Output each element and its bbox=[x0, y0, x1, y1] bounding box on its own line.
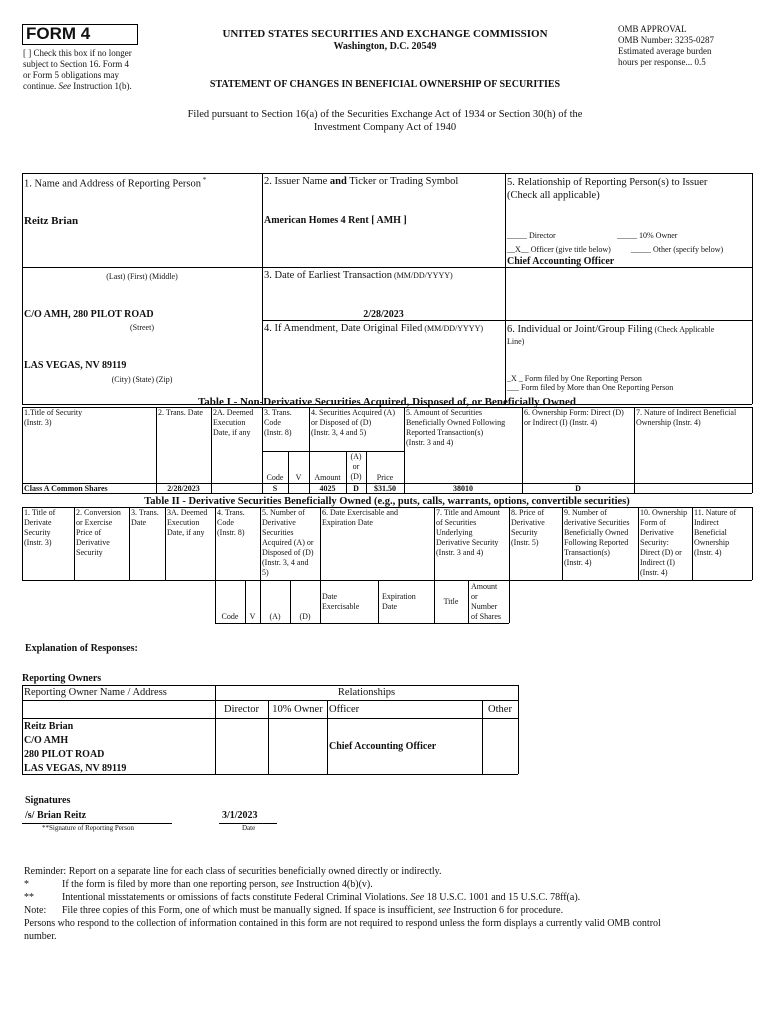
t2-col-number: 5. Number of Derivative Securities Acquired (A) or Disposed of (D) (Instr. 3, 4 and 5) bbox=[262, 508, 314, 577]
agency-name: UNITED STATES SECURITIES AND EXCHANGE COMMISSION bbox=[222, 28, 548, 40]
grid-line bbox=[22, 685, 518, 686]
owners-col-relationships: Relationships bbox=[337, 687, 396, 698]
filing-label: 6. Individual or Joint/Group Filing (Check Applicable Line) bbox=[507, 324, 715, 346]
agency-location: Washington, D.C. 20549 bbox=[333, 41, 437, 52]
signature-name: /s/ Brian Reitz bbox=[25, 810, 87, 821]
footer-reminder: Reminder: Report on a separate line for each class of securities beneficially owned directly or indirectly. bbox=[24, 866, 442, 877]
t1-col-acquired: 4. Securities Acquired (A) or Disposed of (D) (Instr. 3, 4 and 5) bbox=[311, 408, 395, 437]
t1-row-amount: 4025 bbox=[319, 484, 336, 493]
t1-sub-code: Code bbox=[266, 473, 284, 482]
grid-line bbox=[522, 407, 523, 493]
checkbox-note-line: or Form 5 obligations may bbox=[23, 70, 119, 80]
t1-row-ad: D bbox=[353, 484, 359, 493]
filed-line: Investment Company Act of 1940 bbox=[313, 122, 457, 133]
table-1-title: Table I - Non-Derivative Securities Acquired, Disposed of, or Beneficially Owned bbox=[197, 396, 577, 408]
filing-one-person[interactable]: _X _ Form filed by One Reporting Person bbox=[507, 374, 642, 383]
t2-sub-code: Code bbox=[221, 612, 239, 621]
t1-col-deemed: 2A. Deemed Execution Date, if any bbox=[213, 408, 254, 437]
grid-line bbox=[22, 173, 752, 174]
t2-sub-amount: Amount or Number of Shares bbox=[471, 582, 501, 621]
footer-star-2: ** Intentional misstatements or omissions of facts constitute Federal Criminal Violations. See 18 U.S.C. 1001 and 15 U.S.C. 78ff(a). bbox=[24, 892, 581, 903]
amendment-label: 4. If Amendment, Date Original Filed (MM/DD/YYYY) bbox=[264, 323, 484, 334]
grid-line bbox=[505, 173, 506, 404]
issuer-label: 2. Issuer Name and Ticker or Trading Symbol bbox=[264, 176, 459, 187]
omb-line: hours per response... 0.5 bbox=[618, 57, 706, 67]
omb-line: OMB APPROVAL bbox=[618, 24, 687, 34]
grid-line bbox=[320, 507, 321, 623]
t2-sub-expiration: Expiration Date bbox=[382, 592, 416, 611]
footer-star-1: * If the form is filed by more than one reporting person, see Instruction 4(b)(v). bbox=[24, 879, 373, 890]
city-value: LAS VEGAS, NV 89119 bbox=[24, 360, 127, 371]
owners-col-director: Director bbox=[224, 704, 259, 715]
relationship-label-line: (Check all applicable) bbox=[507, 190, 600, 201]
grid-line bbox=[22, 173, 23, 404]
omb-approval bbox=[618, 24, 714, 68]
omb-line: OMB Number: 3235-0287 bbox=[618, 35, 714, 45]
grid-line bbox=[562, 507, 563, 580]
owner-address-line: LAS VEGAS, NV 89119 bbox=[24, 763, 127, 774]
t1-row-code: S bbox=[272, 484, 278, 493]
t2-col-ownership-form: 10. Ownership Form of Derivative Security: Direct (D) or Indirect (I) (Instr. 4) bbox=[640, 508, 688, 577]
footer-notes bbox=[24, 865, 754, 943]
reporting-person-label: 1. Name and Address of Reporting Person * bbox=[24, 176, 207, 190]
t1-col-ownership-form: 6. Ownership Form: Direct (D) or Indirect (I) (Instr. 4) bbox=[524, 408, 624, 427]
filed-line: Filed pursuant to Section 16(a) of the Securities Exchange Act of 1934 or Section 30(h) of the bbox=[187, 109, 583, 120]
statement-title: STATEMENT OF CHANGES IN BENEFICIAL OWNERSHIP OF SECURITIES bbox=[209, 79, 561, 90]
grid-line bbox=[211, 407, 212, 493]
signature-date-label: Date bbox=[242, 824, 256, 832]
owner-address bbox=[24, 720, 126, 776]
grid-line bbox=[509, 507, 510, 623]
grid-line bbox=[22, 718, 518, 719]
issuer-value: American Homes 4 Rent [ AMH ] bbox=[264, 215, 407, 226]
t2-col-trans-date: 3. Trans. Date bbox=[131, 508, 159, 527]
owners-col-other: Other bbox=[488, 704, 512, 715]
t2-sub-exercisable: Date Exercisable bbox=[322, 592, 360, 611]
t1-row-title: Class A Common Shares bbox=[24, 484, 108, 493]
t2-col-code: 4. Trans. Code (Instr. 8) bbox=[217, 508, 245, 537]
grid-line bbox=[692, 507, 693, 580]
grid-line bbox=[752, 507, 753, 580]
grid-line bbox=[327, 700, 328, 774]
rel-ten-percent-owner[interactable]: _____ 10% Owner bbox=[617, 231, 678, 240]
omb-line: Estimated average burden bbox=[618, 46, 712, 56]
t2-col-underlying: 7. Title and Amount of Securities Underlying Derivative Security (Instr. 3 and 4) bbox=[436, 508, 501, 557]
grid-line bbox=[262, 451, 404, 452]
t1-row-owned: 38010 bbox=[453, 484, 473, 493]
grid-line bbox=[129, 507, 130, 580]
owners-col-officer: Officer bbox=[329, 704, 360, 715]
t2-col-price: 8. Price of Derivative Security (Instr. 5) bbox=[511, 508, 545, 547]
grid-line bbox=[22, 267, 752, 268]
t1-sub-v: V bbox=[295, 473, 302, 482]
grid-line bbox=[22, 580, 752, 581]
owner-address-line: 280 PILOT ROAD bbox=[24, 749, 105, 760]
t2-col-number-owned: 9. Number of derivative Securities Beneficially Owned Following Reported Transaction(s) (Instr. 4) bbox=[564, 508, 630, 567]
grid-line bbox=[288, 451, 289, 493]
checkbox-note-line: subject to Section 16. Form 4 bbox=[23, 59, 129, 69]
rel-director[interactable]: _____ Director bbox=[507, 231, 556, 240]
grid-line bbox=[156, 407, 157, 493]
t2-col-conversion: 2. Conversion or Exercise Price of Derivative Security bbox=[76, 508, 121, 557]
relationship-label bbox=[507, 176, 707, 202]
relationship-label-line: 5. Relationship of Reporting Person(s) to Issuer bbox=[507, 177, 708, 188]
officer-title: Chief Accounting Officer bbox=[507, 256, 615, 267]
earliest-date-label: 3. Date of Earliest Transaction (MM/DD/YYYY) bbox=[264, 270, 453, 281]
earliest-date-value: 2/28/2023 bbox=[363, 309, 404, 320]
rel-officer[interactable]: __X__ Officer (give title below) bbox=[507, 245, 611, 254]
grid-line bbox=[638, 507, 639, 580]
grid-line bbox=[22, 407, 23, 493]
name-parts-label: (Last) (First) (Middle) bbox=[106, 272, 178, 281]
grid-line bbox=[165, 507, 166, 580]
t1-col-title: 1.Title of Security (Instr. 3) bbox=[24, 408, 83, 427]
table-2-title: Table II - Derivative Securities Beneficially Owned (e.g., puts, calls, warrants, options, convertible securities) bbox=[144, 496, 630, 507]
filing-multiple-persons[interactable]: ___ Form filed by More than One Reporting Person bbox=[507, 383, 674, 392]
t1-sub-price: Price bbox=[376, 473, 394, 482]
city-label: (City) (State) (Zip) bbox=[111, 375, 173, 384]
t1-sub-amount: Amount bbox=[314, 473, 341, 482]
street-value: C/O AMH, 280 PILOT ROAD bbox=[24, 309, 154, 320]
footer-note: Note: File three copies of this Form, one of which must be manually signed. If space is insufficient, see Instruction 6 for procedure. bbox=[24, 905, 564, 916]
grid-line bbox=[404, 407, 405, 493]
grid-line bbox=[378, 580, 379, 623]
t2-col-title: 1. Title of Derivate Security (Instr. 3) bbox=[24, 508, 56, 547]
reporting-owners-heading: Reporting Owners bbox=[22, 673, 102, 684]
explanation-heading: Explanation of Responses: bbox=[25, 643, 138, 654]
filed-pursuant bbox=[100, 108, 670, 134]
grid-line bbox=[215, 623, 509, 624]
owners-col-ten-percent: 10% Owner bbox=[272, 704, 323, 715]
grid-line bbox=[22, 507, 23, 580]
owner-address-line: Reitz Brian bbox=[24, 721, 74, 732]
grid-line bbox=[262, 173, 263, 404]
t1-row-price: $31.50 bbox=[374, 484, 396, 493]
signatures-heading: Signatures bbox=[25, 795, 71, 806]
grid-line bbox=[752, 173, 753, 404]
signature-date: 3/1/2023 bbox=[222, 810, 258, 821]
owner-officer-title: Chief Accounting Officer bbox=[329, 741, 437, 752]
grid-line bbox=[468, 580, 469, 623]
owners-col-name: Reporting Owner Name / Address bbox=[24, 687, 167, 698]
footer-persons: number. bbox=[24, 931, 57, 942]
t1-col-amount-owned: 5. Amount of Securities Beneficially Owned Following Reported Transaction(s) (Instr. 3 and 4) bbox=[406, 408, 506, 447]
grid-line bbox=[22, 685, 23, 774]
t1-col-trans-date: 2. Trans. Date bbox=[158, 408, 203, 417]
checkbox-note-line: [ ] Check this box if no longer bbox=[23, 48, 132, 58]
grid-line bbox=[74, 507, 75, 580]
t1-sub-ad: (A) or (D) bbox=[350, 452, 362, 481]
grid-line bbox=[752, 407, 753, 493]
grid-line bbox=[518, 685, 519, 774]
t1-row-form: D bbox=[575, 484, 581, 493]
checkbox-note bbox=[23, 48, 163, 92]
rel-other[interactable]: _____ Other (specify below) bbox=[631, 245, 724, 254]
street-label: (Street) bbox=[130, 323, 154, 332]
signature-label: **Signature of Reporting Person bbox=[42, 824, 134, 832]
grid-line bbox=[260, 507, 261, 623]
footer-persons: Persons who respond to the collection of information contained in this form are not required to respond unless the form displays a currently valid OMB control bbox=[24, 918, 661, 929]
t2-sub-a: (A) bbox=[269, 612, 281, 621]
form-title: FORM 4 bbox=[26, 24, 91, 43]
checkbox-note-line: continue. See Instruction 1(b). bbox=[23, 81, 132, 91]
owner-address-line: C/O AMH bbox=[24, 735, 69, 746]
t2-col-deemed: 3A. Deemed Execution Date, if any bbox=[167, 508, 208, 537]
grid-line bbox=[22, 700, 518, 701]
grid-line bbox=[634, 407, 635, 493]
grid-line bbox=[215, 507, 216, 623]
t1-col-nature: 7. Nature of Indirect Beneficial Ownership (Instr. 4) bbox=[636, 408, 737, 427]
t2-col-date-exercisable: 6. Date Exercisable and Expiration Date bbox=[322, 508, 398, 527]
t2-col-nature: 11. Nature of Indirect Beneficial Ownership (Instr. 4) bbox=[694, 508, 737, 557]
t1-col-code: 3. Trans. Code (Instr. 8) bbox=[264, 408, 292, 437]
t2-sub-d: (D) bbox=[299, 612, 311, 621]
t2-sub-v: V bbox=[249, 612, 256, 621]
t2-sub-title: Title bbox=[443, 597, 459, 606]
t1-row-date: 2/28/2023 bbox=[167, 484, 200, 493]
reporting-person-name: Reitz Brian bbox=[24, 215, 79, 227]
